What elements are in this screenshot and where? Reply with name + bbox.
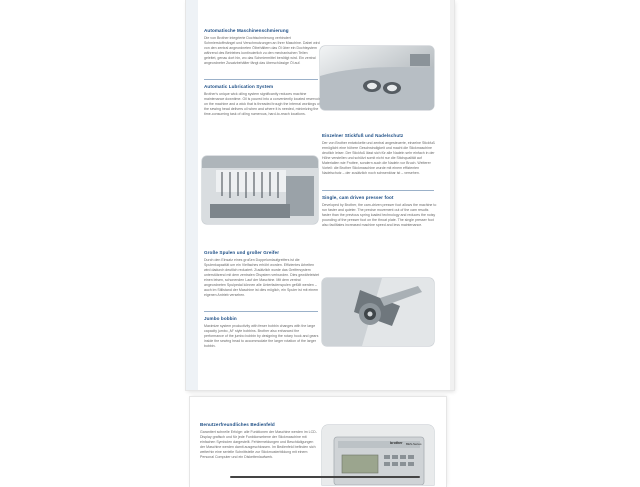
text-automatic-lubrication-de: Die von Brother integrierte Dochtschmierung verhindert Schmierstoffmängel und Verschmutzungen an Ihrer Maschine. Dabei wird von den zentral angeordneten Ölbehältern das Öl über ein Dochtsystem während des Betriebes kontinuierlich zu den mechanischen Teilen geleitet, genau dort hin, wo das Schmiermittel benötigt wird. Ein zentral angeordneter Zusatzbehälter fängt das überschüssige Öl auf. xyxy=(204,36,320,66)
text-automatic-lubrication-en: Brother's unique wick oiling system significantly reduces machine maintenance downtime. Oil is poured into a conveniently located reservoir on the machine and a wick that is threaded trough the internal workings of the sewing head delivers oil when and where it is needed, minimizing the time-consuming task of oiling numerous, hard-to-reach locations. xyxy=(204,92,320,117)
brochure-page xyxy=(186,0,454,390)
brochure-page-2 xyxy=(190,397,446,487)
oil-reservoir-illustration xyxy=(320,46,434,110)
presser-foot-illustration xyxy=(202,156,318,224)
heading-presser-foot-en: Single, cam driven presser foot xyxy=(322,195,394,200)
photo-rotary-hook xyxy=(322,278,434,346)
heading-jumbo-bobbin: Jumbo bobbin xyxy=(204,316,237,321)
page-margin-band xyxy=(186,0,198,390)
text-large-bobbin-de: Durch den Einsatz eines großen Doppelumlaufgreifers ist die Spulenkapazität um ein Vielfaches erhöht worden. Effizientes Arbeiten wird dadurch deutlich reduziert. Zusätzlich wurde das Greifersystem unterstützend mit dem zentralen Ölsystem verbunden. Dies gewährleistet einen leisen, schonenden Lauf der Maschine. Mit dem zentral angeordneten Spulpedal können alle Unterfadenspulen gefüllt werden – auch im Stillstand der Maschine ist dies möglich, ein Spuler ist mit einem eigenen Antrieb versehen. xyxy=(204,258,320,298)
heading-automatic-lubrication-de: Automatische Maschinenschmierung xyxy=(204,28,289,33)
rotary-hook-illustration xyxy=(322,278,434,346)
photo-presser-foot xyxy=(202,156,318,224)
text-presser-foot-de: Der von Brother entwickelte und zentral angesteuerte, einzelne Stickfuß ermöglicht eine höhere Geschwindigkeit und macht die Stickmaschine deutlich leiser. Der Stickfuß lässt sich für alle Nadeln sehr einfach in der Höhe verstellen und schützt somit nicht nur die Stichqualität auf Materialien wie Frottee, sondern auch die Nadeln vor Bruch. Weiterer Vorteil: die Brother Stickmaschine wurde mit einem effizienten Nadelschutz – der zusätzlich noch schwenkbar ist – versehen. xyxy=(322,141,435,176)
text-control-panel: Garantiert schnelle Erfolge: alle Funktionen der Maschine werden im LCD-Display grafisch und für jede Funktionsebene der Stickmaschine mit einfachen Symbolen dargestellt. Fehlermeldungen und Beschädigungen der Maschine werden damit ausgeschlossen. Im Bedienfeld befinden sich weiterhin eine serielle Schnittstelle zur Stickmusterbildung mit einem Personal Computer und ein Diskettenlaufwerk. xyxy=(200,430,317,460)
section-divider xyxy=(204,311,318,312)
text-jumbo-bobbin: Maximize system productivity with fewer bobbin changes with the large capacity jumbo „M“ style bobbins. Brother also enhanced the performance of the jumbo bobbin by designing the rotary hook and gears inside the sewing head to accommodate the larger rotation of the larger bobbin. xyxy=(204,324,319,349)
heading-control-panel: Benutzerfreundliches Bedienfeld xyxy=(200,422,275,427)
text-presser-foot-en: Developed by Brother, the cam-driven presser foot allows the machine to run faster and quieter. The precise movement out of the cam results faster than the previous spring loaded technology and reduces the noisy pounding of the presser foot on the throat plate. The single presser foot also facilitates increased machine speed and less maintenance. xyxy=(322,203,437,228)
section-divider xyxy=(322,190,434,191)
page-edge-band xyxy=(450,0,454,390)
panel-brand-label: brother xyxy=(390,441,403,445)
horizontal-scrollbar[interactable] xyxy=(230,476,420,478)
heading-automatic-lubrication-en: Automatic Lubrication System xyxy=(204,84,274,89)
panel-model-label: BES-Series xyxy=(406,441,422,446)
section-divider xyxy=(204,79,318,80)
heading-presser-foot-de: Einzelner Stickfuß und Nadelschutz xyxy=(322,133,404,138)
heading-large-bobbin-de: Große Spulen und großer Greifer xyxy=(204,250,280,255)
photo-oil-reservoir xyxy=(320,46,434,110)
